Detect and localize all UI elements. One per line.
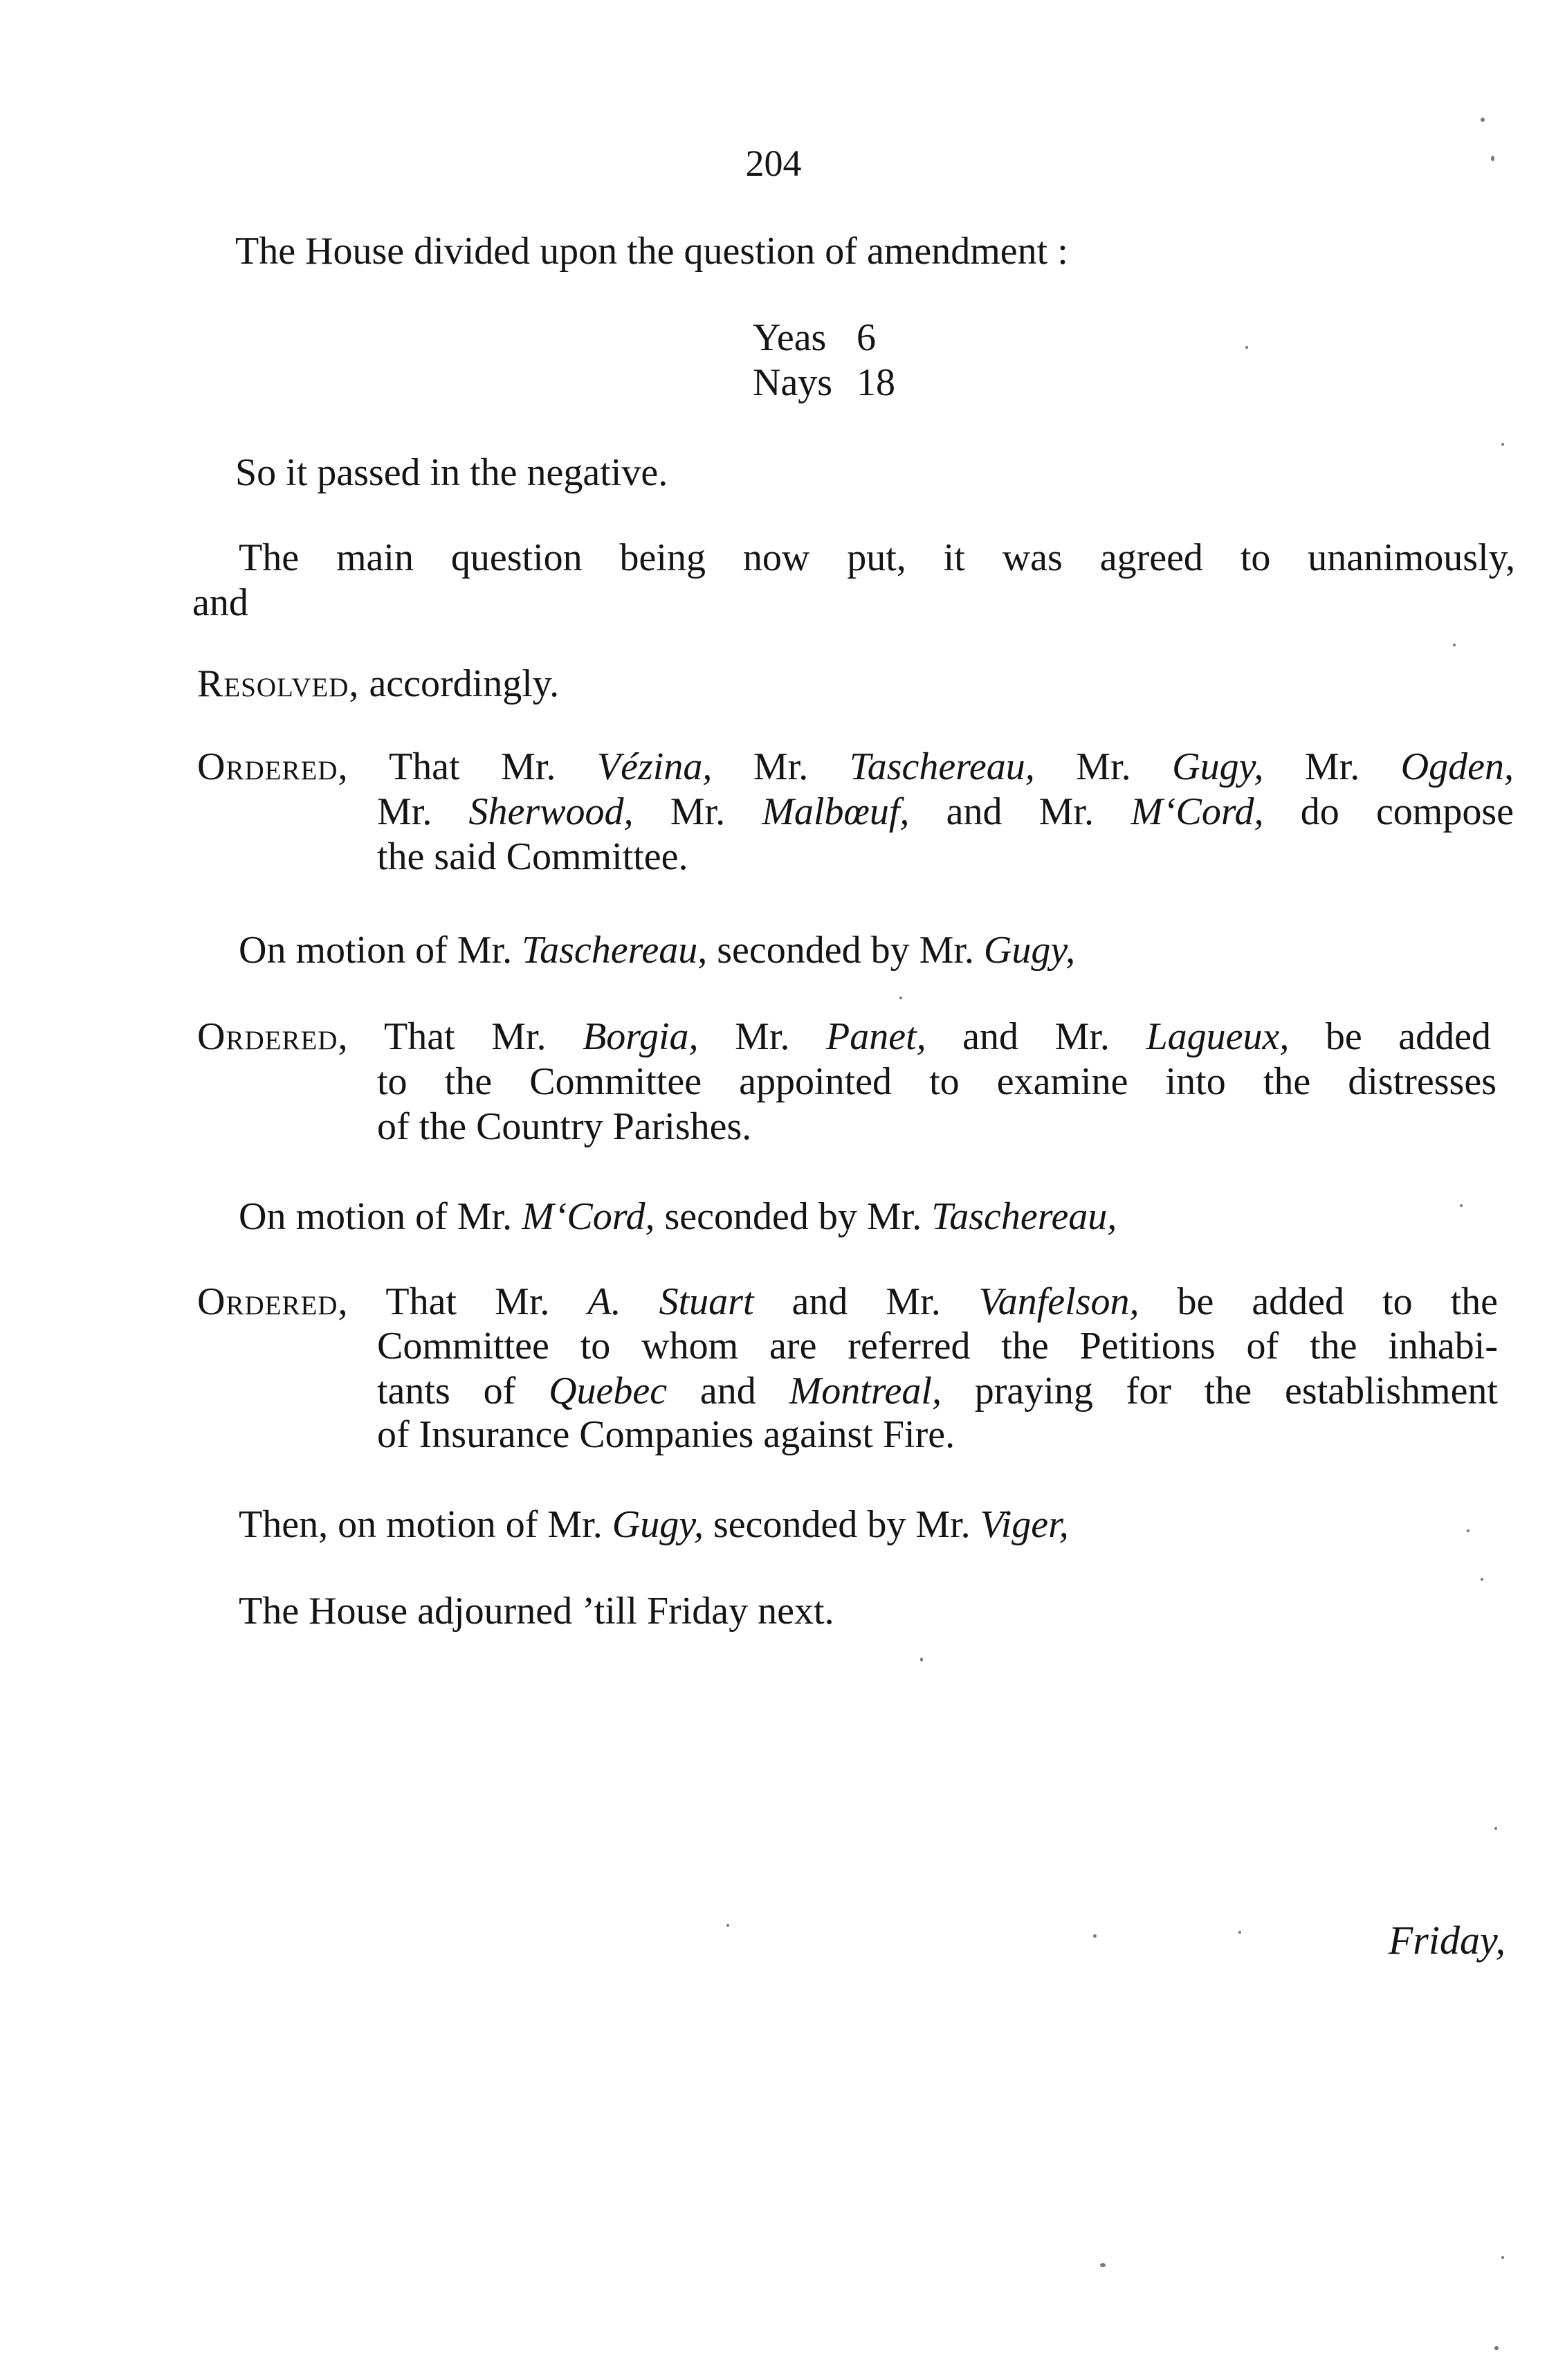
motion2-name-1: M‘Cord, (522, 1195, 655, 1238)
scan-speck (1501, 2256, 1504, 2259)
ordered1-text-3: Mr. (1034, 745, 1173, 788)
vote-nays (753, 360, 895, 406)
scan-speck (1093, 1934, 1097, 1938)
motion3-text-1: Then, on motion of Mr. (239, 1503, 612, 1546)
ordered3-name-1: A. Stuart (587, 1280, 754, 1323)
motion3-name-2: Viger, (980, 1503, 1069, 1546)
scan-speck (1245, 346, 1248, 349)
ordered1-name-4: Ogden, (1400, 745, 1514, 788)
motion3-text-2: seconded by Mr. (703, 1503, 980, 1546)
ordered1-text-6: Mr. (633, 790, 762, 833)
ordered1-name-1: Vézina, (596, 745, 713, 788)
ordered3-place-2: Montreal, (789, 1370, 942, 1412)
nays-label: Nays (753, 361, 833, 404)
resolved-paragraph (197, 661, 559, 707)
scan-speck (1491, 156, 1494, 161)
division-intro: The House divided upon the question of amendment : (235, 230, 1068, 273)
ordered3-text-1: That Mr. (348, 1280, 588, 1323)
motion2-text-2: seconded by Mr. (654, 1195, 932, 1238)
motion1-text-2: seconded by Mr. (707, 929, 984, 972)
scan-speck (920, 1657, 923, 1662)
ordered1-text-4: Mr. (1263, 745, 1401, 788)
ordered2-keyword: Ordered, (197, 1015, 349, 1058)
scan-speck (1467, 1529, 1470, 1532)
scan-speck (1481, 118, 1485, 122)
ordered1-text-2: Mr. (712, 745, 850, 788)
scan-speck (1100, 2263, 1106, 2267)
ordered1-keyword: Ordered, (197, 745, 349, 788)
ordered1-line2 (377, 789, 1514, 835)
page-number: 204 (745, 143, 802, 184)
ordered1-text-8: do compose (1263, 790, 1514, 833)
ordered1-name-7: M‘Cord, (1130, 790, 1264, 833)
ordered2-name-3: Lagueux, (1146, 1015, 1290, 1058)
ordered3-line2: Committee to whom are referred the Petitions of the inhabi- (377, 1325, 1498, 1368)
ordered3-line4: of Insurance Companies against Fire. (377, 1413, 955, 1456)
ordered2-text-4: be added (1289, 1015, 1491, 1058)
ordered3-text-l3a: tants of (377, 1370, 549, 1412)
ordered3-text-l3c: praying for the establishment (941, 1370, 1498, 1412)
ordered2-text-3: and Mr. (926, 1015, 1146, 1058)
motion3-name-1: Gugy, (612, 1503, 704, 1546)
ordered3-text-l3b: and (667, 1370, 789, 1412)
motion3 (239, 1502, 1069, 1547)
ordered2-name-2: Panet, (826, 1015, 926, 1058)
ordered1-name-5: Sherwood, (468, 790, 634, 833)
adjournment: The House adjourned ’till Friday next. (239, 1590, 834, 1633)
motion1 (239, 927, 1075, 973)
ordered3-name-2: Vanfelson, (978, 1280, 1139, 1323)
motion2-name-2: Taschereau, (931, 1195, 1117, 1238)
ordered1-name-3: Gugy, (1172, 745, 1264, 788)
ordered2-line2: to the Committee appointed to examine into the distresses (377, 1060, 1496, 1103)
scan-speck (1481, 1578, 1483, 1581)
ordered2-name-1: Borgia, (583, 1015, 699, 1058)
vote-yeas (753, 315, 876, 361)
ordered1-line1 (197, 744, 1514, 790)
scan-speck (1460, 1204, 1463, 1207)
resolved-text: accordingly. (359, 662, 560, 705)
motion2-text-1: On motion of Mr. (239, 1195, 522, 1238)
ordered3-place-1: Quebec (549, 1370, 668, 1412)
scan-speck (1453, 644, 1456, 646)
negative-result: So it passed in the negative. (235, 451, 668, 494)
ordered3-line1 (197, 1279, 1498, 1325)
ordered1-name-6: Malbœuf, (762, 790, 910, 833)
yeas-label: Yeas (753, 316, 827, 359)
catchword: Friday, (1388, 1918, 1505, 1963)
ordered1-name-2: Taschereau, (849, 745, 1035, 788)
motion1-text-1: On motion of Mr. (239, 929, 522, 972)
ordered2-text-1: That Mr. (348, 1015, 583, 1058)
motion1-name-1: Taschereau, (522, 929, 708, 972)
scan-speck (1238, 1931, 1241, 1934)
ordered3-keyword: Ordered, (197, 1280, 349, 1323)
ordered1-text-5: Mr. (377, 790, 469, 833)
ordered1-text-1: That Mr. (348, 745, 597, 788)
scan-speck (899, 997, 902, 999)
ordered3-text-2: and Mr. (753, 1280, 979, 1323)
ordered3-line3 (377, 1368, 1498, 1414)
scan-speck (726, 1924, 729, 1927)
scan-speck (1501, 443, 1504, 446)
ordered2-line3: of the Country Parishes. (377, 1105, 752, 1148)
ordered1-line3: the said Committee. (377, 835, 688, 878)
yeas-value: 6 (857, 316, 876, 359)
resolved-keyword: Resolved, (197, 662, 360, 705)
main-question-line1: The main question being now put, it was agreed to unanimously, (239, 536, 1515, 579)
main-question-line2: and (192, 581, 248, 624)
motion2 (239, 1194, 1117, 1239)
nays-value: 18 (857, 361, 895, 404)
ordered2-text-2: Mr. (698, 1015, 826, 1058)
scan-speck (1494, 1827, 1497, 1830)
ordered1-text-7: and Mr. (909, 790, 1131, 833)
ordered3-text-3: be added to the (1139, 1280, 1498, 1323)
ordered2-line1 (197, 1014, 1491, 1060)
scan-speck (1494, 2346, 1499, 2350)
motion1-name-2: Gugy, (983, 929, 1076, 972)
